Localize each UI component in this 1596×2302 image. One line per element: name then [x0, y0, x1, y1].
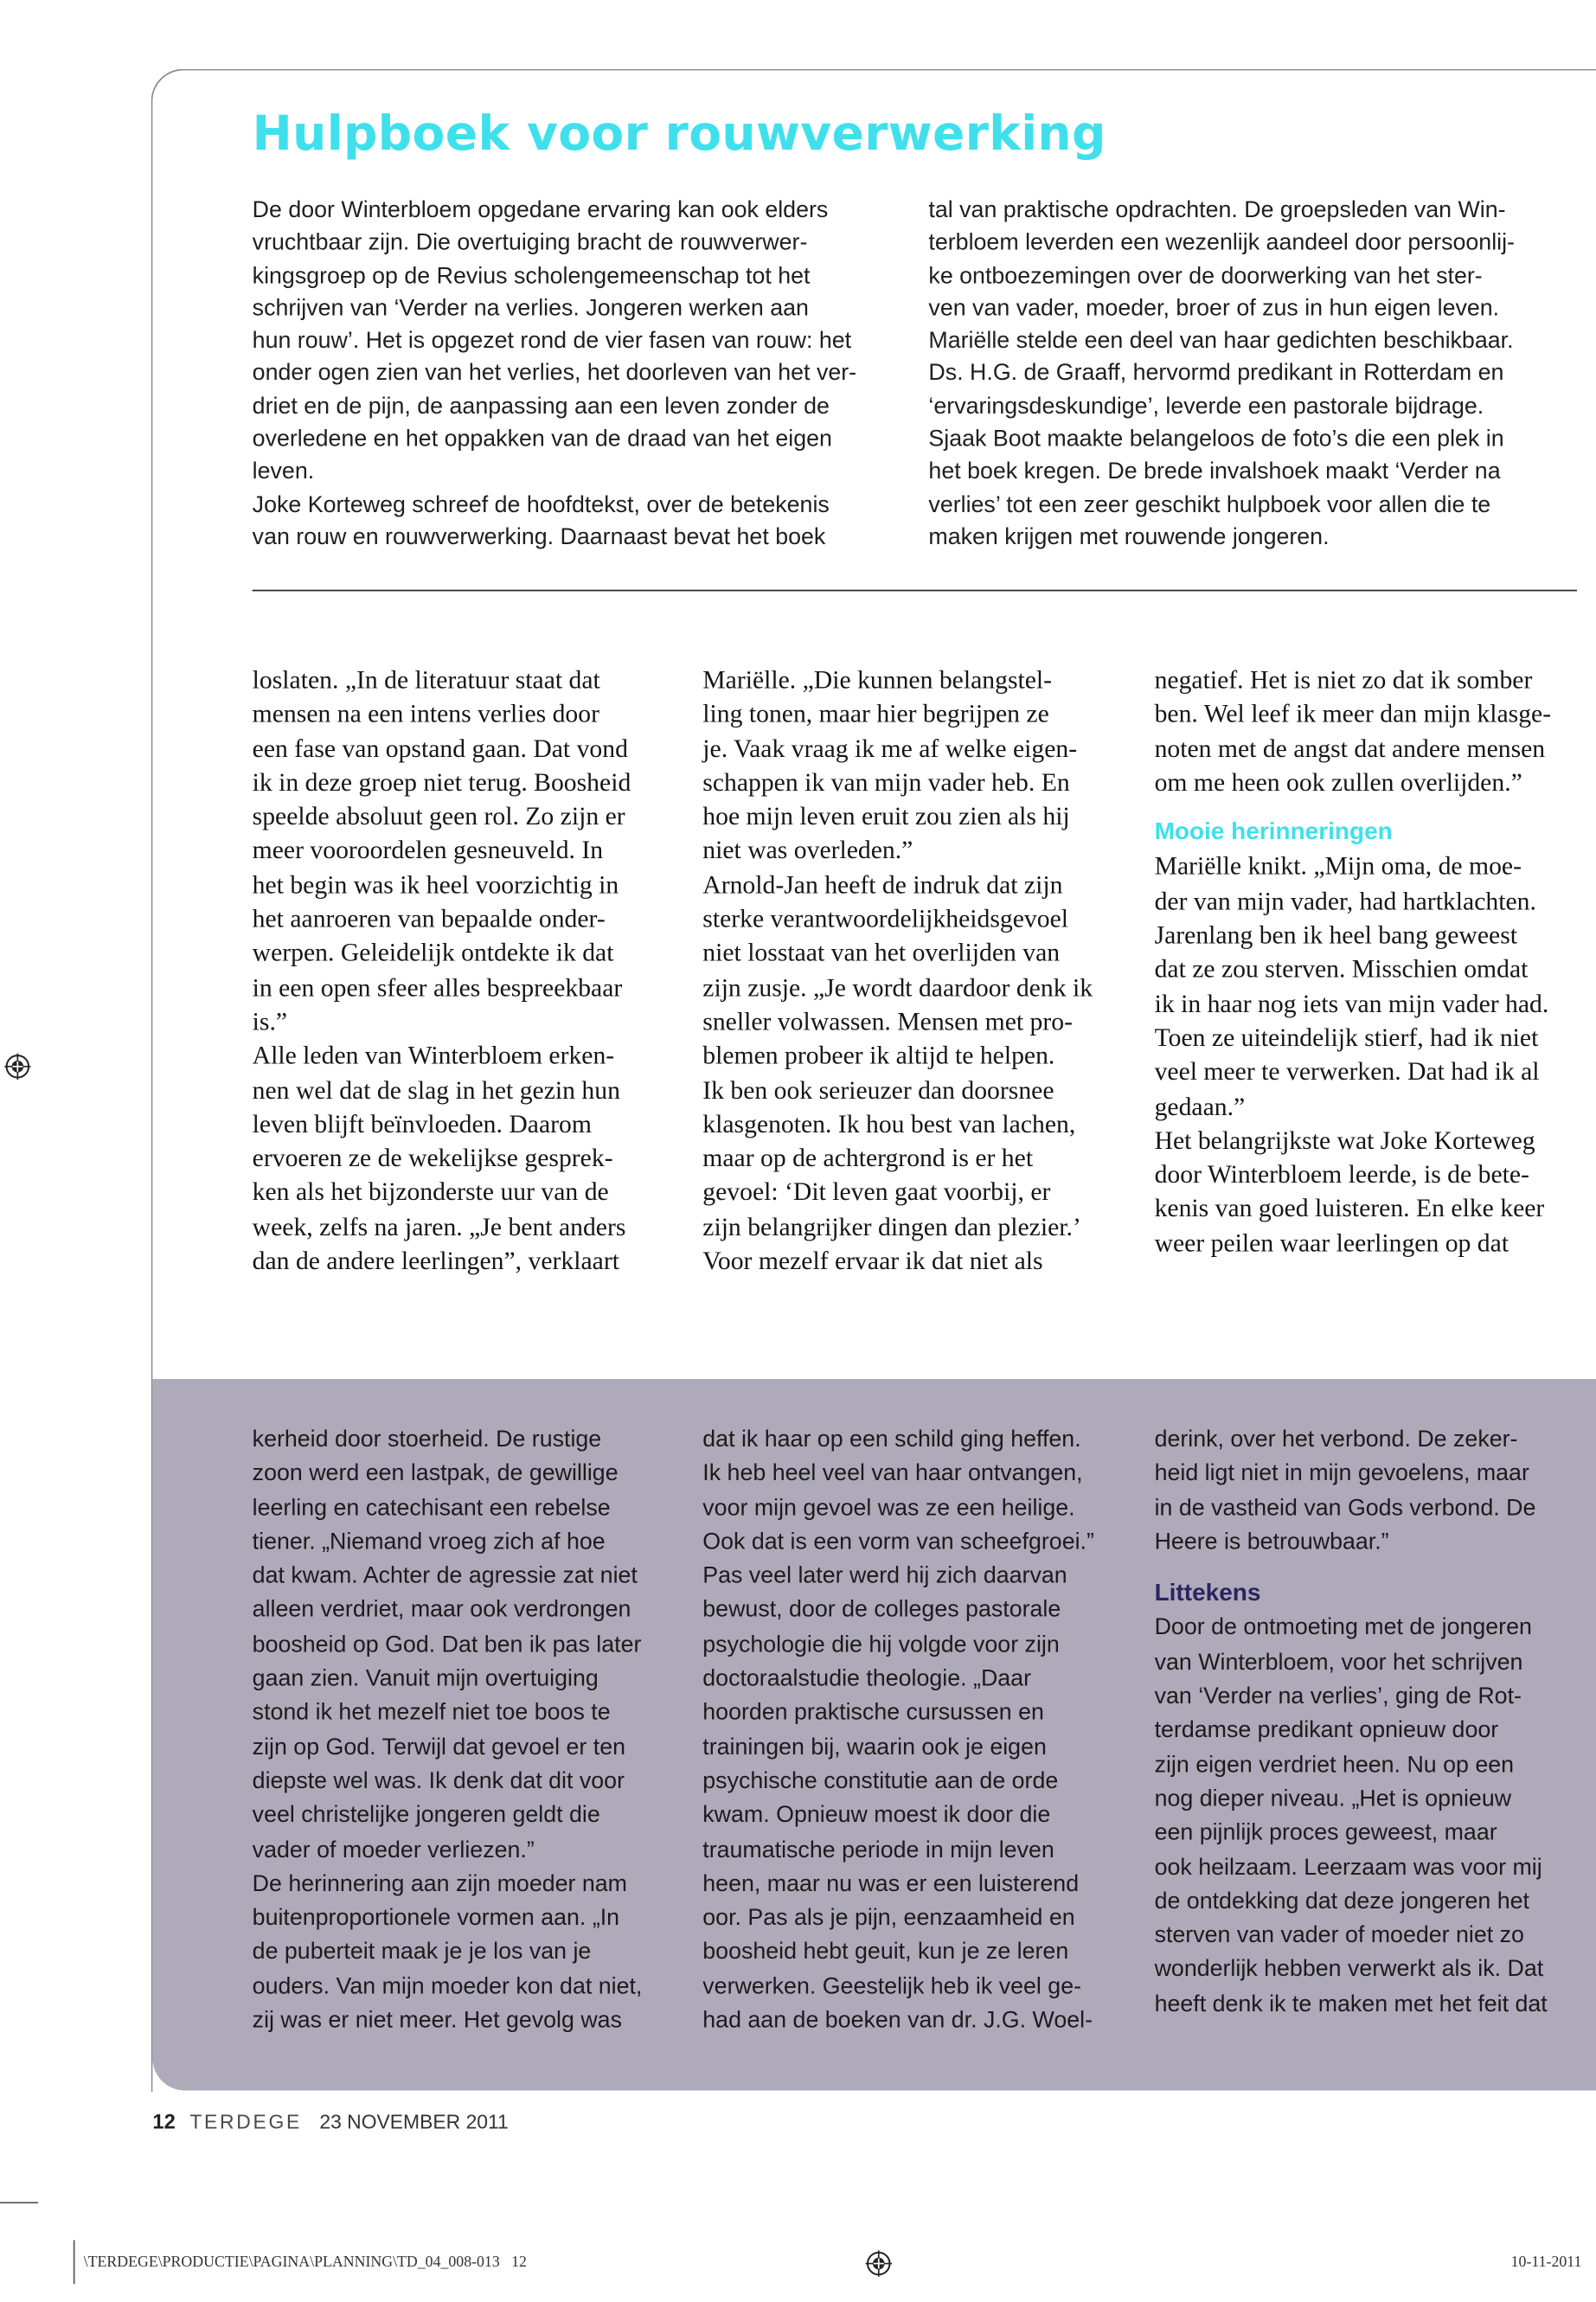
text-line: weer peilen waar leerlingen op dat: [1154, 1227, 1509, 1257]
intro-column-right: [928, 196, 1574, 555]
text-line: mensen na een intens verlies door: [252, 698, 600, 728]
text-line: is.”: [252, 1006, 288, 1036]
text-line: het aanroeren van bepaalde onder-: [252, 903, 606, 933]
text-line: leven.: [252, 459, 315, 485]
box-column-3-bottom: [1155, 1612, 1595, 2022]
text-line: alleen verdriet, maar ook verdrongen: [252, 1598, 631, 1624]
text-line: ken als het bijzonderste uur van de: [252, 1177, 609, 1207]
text-line: kerheid door stoerheid. De rustige: [252, 1427, 602, 1452]
text-line: schappen ik van mijn vader heb. En: [702, 766, 1070, 797]
text-line: diepste wel was. Ik denk dat dit voor: [252, 1769, 625, 1794]
text-line: Door de ontmoeting met de jongeren: [1154, 1615, 1532, 1641]
text-line: De herinnering aan zijn moeder nam: [252, 1871, 627, 1897]
text-line: schrijven van ‘Verder na verlies. Jongeren werken aan: [252, 296, 809, 322]
text-line: week, zelfs na jaren. „Je bent anders: [252, 1211, 626, 1241]
text-line: werpen. Geleidelijk ontdekte ik dat: [252, 938, 614, 968]
box-column-2: [702, 1423, 1135, 2038]
text-line: ouders. Van mijn moeder kon dat niet,: [252, 1974, 643, 1999]
text-line: je. Vaak vraag ik me af welke eigen-: [702, 733, 1078, 763]
text-line: om me heen ook zullen overlijden.”: [1154, 766, 1522, 797]
text-line: in een open sfeer alles bespreekbaar: [252, 971, 623, 1002]
text-line: psychische constitutie aan de orde: [702, 1769, 1059, 1794]
text-line: Ik heb heel veel van haar ontvangen,: [702, 1461, 1083, 1487]
text-line: Alle leden van Winterbloem erken-: [252, 1040, 615, 1070]
text-line: had aan de boeken van dr. J.G. Woel-: [702, 2008, 1093, 2034]
text-line: van Winterbloem, voor het schrijven: [1154, 1650, 1523, 1676]
text-line: hun rouw’. Het is opgezet rond de vier fasen van rouw: het: [252, 329, 852, 354]
text-line: Het belangrijkste wat Joke Korteweg: [1154, 1125, 1535, 1155]
text-line: hoorden praktische cursussen en: [702, 1701, 1044, 1726]
text-line: hoe mijn leven eruit zou zien als hij: [702, 801, 1070, 831]
text-line: klasgenoten. Ik hou best van lachen,: [702, 1108, 1076, 1138]
text-line: speelde absoluut geen rol. Zo zijn er: [252, 801, 625, 831]
text-line: nog dieper niveau. „Het is opnieuw: [1154, 1786, 1512, 1812]
text-line: boosheid op God. Dat ben ik pas later: [252, 1632, 642, 1658]
text-line: een fase van opstand gaan. Dat vond: [252, 733, 628, 763]
text-line: het begin was ik heel voorzichtig in: [252, 869, 619, 900]
text-line: door Winterbloem leerde, is de bete-: [1154, 1158, 1529, 1189]
text-line: loslaten. „In de literatuur staat dat: [252, 664, 600, 695]
text-line: zijn belangrijker dingen dan plezier.’: [702, 1211, 1081, 1241]
text-line: Ook dat is een vorm van scheefgroei.”: [702, 1529, 1094, 1555]
text-line: vader of moeder verliezen.”: [252, 1837, 535, 1863]
text-line: der van mijn vader, had hartklachten.: [1154, 885, 1536, 915]
text-line: sterven van vader of moeder niet zo: [1154, 1923, 1524, 1949]
text-line: ervoeren ze de wekelijkse gesprek-: [252, 1143, 613, 1173]
text-line: sterke verantwoordelijkheidsgevoel: [702, 903, 1069, 933]
text-line: dat ze zou sterven. Misschien omdat: [1154, 953, 1529, 984]
text-line: noten met de angst dat andere mensen: [1154, 733, 1546, 763]
text-line: Arnold-Jan heeft de indruk dat zijn: [702, 869, 1063, 900]
magazine-name: TERDEGE: [189, 2111, 303, 2133]
print-slug-path: \TERDEGE\PRODUCTIE\PAGINA\PLANNING\TD_04_008-013 12: [83, 2254, 527, 2272]
registration-mark-bottom-icon: [866, 2250, 893, 2277]
text-line: derink, over het verbond. De zeker-: [1154, 1427, 1518, 1452]
text-line: driet en de pijn, de aanpassing aan een leven zonder de: [252, 394, 830, 420]
text-line: psychologie die hij volgde voor zijn: [702, 1632, 1060, 1658]
sidebar-headline: Hulpboek voor rouwverwerking: [252, 106, 1106, 162]
text-line: Sjaak Boot maakte belangeloos de foto’s die een plek in: [928, 426, 1504, 452]
text-line: Ds. H.G. de Graaff, hervormd predikant in Rotterdam en: [928, 361, 1504, 387]
text-line: maken krijgen met rouwende jongeren.: [928, 525, 1330, 550]
text-line: het boek kregen. De brede invalshoek maakt ‘Verder na: [928, 459, 1501, 485]
text-line: niet losstaat van het overlijden van: [702, 938, 1061, 968]
text-line: Ik ben ook serieuzer dan doorsnee: [702, 1074, 1054, 1105]
text-line: dan de andere leerlingen”, verklaart: [252, 1245, 619, 1275]
text-line: leven blijft beïnvloeden. Daarom: [252, 1108, 592, 1138]
text-line: kenis van goed luisteren. En elke keer: [1154, 1193, 1545, 1223]
text-line: gevoel: ‘Dit leven gaat voorbij, er: [702, 1177, 1051, 1207]
text-line: veel christelijke jongeren geldt die: [252, 1803, 600, 1829]
text-line: ben. Wel leef ik meer dan mijn klasge-: [1154, 698, 1552, 728]
text-line: wonderlijk hebben verwerkt als ik. Dat: [1154, 1957, 1544, 1983]
text-line: Mariëlle. „Die kunnen belangstel-: [702, 664, 1053, 695]
text-line: zoon werd een lastpak, de gewillige: [252, 1461, 619, 1487]
subhead-littekens: Littekens: [1154, 1580, 1261, 1607]
issue-date: 23 NOVEMBER 2011: [319, 2111, 509, 2133]
text-line: van rouw en rouwverwerking. Daarnaast bevat het boek: [252, 525, 826, 550]
text-line: kingsgroep op de Revius scholengemeenschap tot het: [252, 263, 811, 289]
text-line: onder ogen zien van het verlies, het doorleven van het ver-: [252, 361, 857, 387]
text-line: ‘ervaringsdeskundige’, leverde een pastorale bijdrage.: [928, 394, 1484, 420]
text-line: dat kwam. Achter de agressie zat niet: [252, 1564, 638, 1589]
text-line: vruchtbaar zijn. Die overtuiging bracht de rouwverwer-: [252, 230, 808, 256]
text-line: voor mijn gevoel was ze een heilige.: [702, 1495, 1075, 1521]
text-line: gaan zien. Vanuit mijn overtuiging: [252, 1666, 599, 1692]
text-line: overledene en het oppakken van de draad van het eigen: [252, 426, 832, 452]
crop-mark-vertical: [74, 2240, 75, 2284]
box-column-3: [1155, 1423, 1595, 2022]
text-line: Voor mezelf ervaar ik dat niet als: [702, 1245, 1043, 1275]
text-line: een pijnlijk proces geweest, maar: [1154, 1820, 1497, 1846]
text-line: Toen ze uiteindelijk stierf, had ik niet: [1154, 1022, 1539, 1052]
text-line: bewust, door de colleges pastorale: [702, 1598, 1061, 1624]
text-line: trainingen bij, waarin ook je eigen: [702, 1735, 1047, 1760]
text-line: van ‘Verder na verlies’, ging de Rot-: [1154, 1683, 1522, 1709]
subhead-mooie-herinneringen: Mooie herinneringen: [1154, 818, 1393, 846]
text-line: ling tonen, maar hier begrijpen ze: [702, 698, 1049, 728]
text-line: gedaan.”: [1154, 1090, 1246, 1120]
registration-mark-icon: [4, 1054, 31, 1080]
text-line: blemen probeer ik altijd te helpen.: [702, 1040, 1055, 1070]
text-line: verlies’ tot een zeer geschikt hulpboek voor allen die te: [928, 492, 1491, 518]
text-line: terdamse predikant opnieuw door: [1154, 1718, 1499, 1744]
text-line: heid ligt niet in mijn gevoelens, maar: [1154, 1461, 1529, 1487]
text-line: niet was overleden.”: [702, 835, 913, 865]
page-number: 12: [152, 2109, 176, 2133]
text-line: ik in haar nog iets van mijn vader had.: [1154, 988, 1549, 1018]
text-line: ven van vader, moeder, broer of zus in hun eigen leven.: [928, 296, 1500, 322]
text-line: zijn eigen verdriet heen. Nu op een: [1154, 1752, 1515, 1778]
text-line: negatief. Het is niet zo dat ik somber: [1154, 664, 1533, 695]
text-line: ik in deze groep niet terug. Boosheid: [252, 766, 631, 797]
text-line: heen, maar nu was er een luisterend: [702, 1871, 1080, 1897]
box-column-3-top: [1155, 1423, 1595, 1560]
text-line: in de vastheid van Gods verbond. De: [1154, 1495, 1536, 1521]
text-line: leerling en catechisant een rebelse: [252, 1495, 611, 1521]
body-column-3-top: [1155, 663, 1595, 799]
text-line: nen wel dat de slag in het gezin hun: [252, 1074, 620, 1105]
text-line: stond ik het mezelf niet toe boos te: [252, 1701, 611, 1726]
text-line: ke ontboezemingen over de doorwerking van het ster-: [928, 263, 1483, 289]
text-line: kwam. Opnieuw moest ik door die: [702, 1803, 1051, 1829]
text-line: terbloem leverden een wezenlijk aandeel door persoonlij-: [928, 230, 1515, 256]
text-line: ook heilzaam. Leerzaam was voor mij: [1154, 1855, 1542, 1881]
text-line: zij was er niet meer. Het gevolg was: [252, 2008, 622, 2034]
text-line: maar op de achtergrond is er het: [702, 1143, 1034, 1173]
text-line: boosheid hebt geuit, kun je ze leren: [702, 1940, 1069, 1965]
text-line: zijn op God. Terwijl dat gevoel er ten: [252, 1735, 626, 1760]
text-line: sneller volwassen. Mensen met pro-: [702, 1006, 1074, 1036]
text-line: Pas veel later werd hij zich daarvan: [702, 1564, 1067, 1589]
text-line: Heere is betrouwbaar.”: [1154, 1529, 1389, 1555]
text-line: de puberteit maak je je los van je: [252, 1940, 592, 1965]
text-line: De door Winterbloem opgedane ervaring kan ook elders: [252, 197, 829, 223]
body-column-3-bottom: [1155, 850, 1595, 1260]
body-column-1: [253, 663, 685, 1278]
text-line: oor. Pas als je pijn, eenzaamheid en: [702, 1906, 1075, 1931]
text-line: buitenproportionele vormen aan. „In: [252, 1906, 620, 1931]
text-line: heeft denk ik te maken met het feit dat: [1154, 1991, 1548, 2017]
crop-mark-horizontal: [0, 2202, 38, 2203]
text-line: dat ik haar op een schild ging heffen.: [702, 1427, 1081, 1452]
text-line: tal van praktische opdrachten. De groepsleden van Win-: [928, 197, 1506, 223]
text-line: Mariëlle stelde een deel van haar gedichten beschikbaar.: [928, 329, 1514, 354]
body-column-2: [702, 663, 1135, 1278]
text-line: Jarenlang ben ik heel bang geweest: [1154, 920, 1518, 950]
text-line: verwerken. Geestelijk heb ik veel ge-: [702, 1974, 1082, 1999]
text-line: Joke Korteweg schreef de hoofdtekst, over de betekenis: [252, 492, 830, 518]
section-divider: [253, 590, 1577, 592]
text-line: Mariëlle knikt. „Mijn oma, de moe-: [1154, 851, 1522, 882]
text-line: meer vooroordelen gesneuveld. In: [252, 835, 604, 865]
box-column-1: [253, 1423, 685, 2038]
text-line: zijn zusje. „Je wordt daardoor denk ik: [702, 971, 1093, 1002]
text-line: traumatische periode in mijn leven: [702, 1837, 1054, 1863]
print-slug-date: 10-11-2011: [1510, 2254, 1582, 2272]
body-column-3: [1155, 663, 1595, 1260]
text-line: doctoraalstudie theologie. „Daar: [702, 1666, 1032, 1692]
page-footer: [152, 2110, 508, 2133]
text-line: tiener. „Niemand vroeg zich af hoe: [252, 1529, 606, 1555]
text-line: veel meer te verwerken. Dat had ik al: [1154, 1056, 1540, 1087]
intro-column-left: [253, 196, 898, 555]
text-line: de ontdekking dat deze jongeren het: [1154, 1888, 1529, 1914]
